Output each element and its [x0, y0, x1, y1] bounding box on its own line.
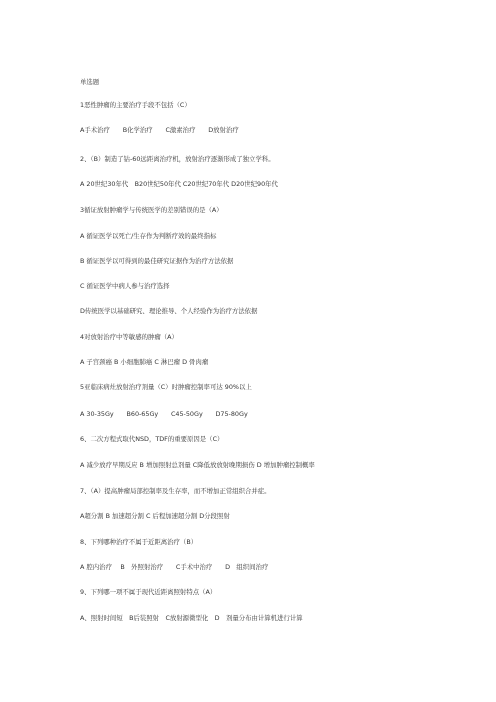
question-9-options: A、照射时间短 B后装照射 C放射源微型化 D 剂量分布由计算机进行计算: [80, 614, 303, 622]
question-3-option-d: D传统医学以基础研究、理论推导、个人经验作为治疗方法依据: [80, 307, 258, 315]
question-1: 1恶性肿瘤的主要治疗手段不包括（C）: [80, 101, 191, 109]
question-3-option-a: A 循证医学以死亡/生存作为判断疗效的最终指标: [80, 232, 217, 240]
question-7: 7、（A）提高肿瘤局部控制率及生存率，而不增加正常组织合并症。: [80, 487, 271, 495]
question-8: 8、下列哪种治疗不属于近距离治疗（B）: [80, 538, 198, 546]
question-3-option-c: C 循证医学中病人参与治疗选择: [80, 282, 170, 290]
question-5: 5亚临床病灶放射治疗剂量（C）时肿瘤控制率可达 90%以上: [80, 383, 252, 391]
question-2-options: A 20世纪30年代 B20世纪50年代 C20世纪70年代 D20世纪90年代: [80, 180, 278, 188]
question-6: 6、二次方程式取代NSD，TDF的重要原因是（C）: [80, 435, 224, 443]
question-7-options: A超分割 B 加速超分割 C 后程加速超分割 D分段照射: [80, 512, 230, 520]
question-6-options: A 减少放疗早期反应 B 增加照射总剂量 C降低放放射晚期损伤 D 增加肿瘤控制概率: [80, 461, 315, 469]
question-9: 9、下列哪一项不属于现代近距离照射特点（A）: [80, 588, 217, 596]
question-4-options: A 子宫颈癌 B 小细胞肺癌 C 淋巴瘤 D 骨肉瘤: [80, 358, 209, 366]
question-2: 2、（B）制造了钴-60远距离治疗机，放射治疗逐渐形成了独立学科。: [80, 155, 275, 163]
section-heading: 单选题: [80, 78, 100, 86]
question-3: 3循证放射肿瘤学与传统医学的差别错误的是（A）: [80, 206, 223, 214]
question-1-options: A手术治疗 B化学治疗 C激素治疗 D放射治疗: [80, 126, 239, 134]
question-5-options: A 30-35Gy B60-65Gy C45-50Gy D75-80Gy: [80, 410, 248, 418]
question-8-options: A 腔内治疗 B 外照射治疗 C手术中治疗 D 组织间治疗: [80, 563, 269, 571]
question-3-option-b: B 循证医学以可得到的最佳研究证据作为治疗方法依据: [80, 257, 234, 265]
question-4: 4对放射治疗中等敏感的肿瘤（A）: [80, 333, 178, 341]
